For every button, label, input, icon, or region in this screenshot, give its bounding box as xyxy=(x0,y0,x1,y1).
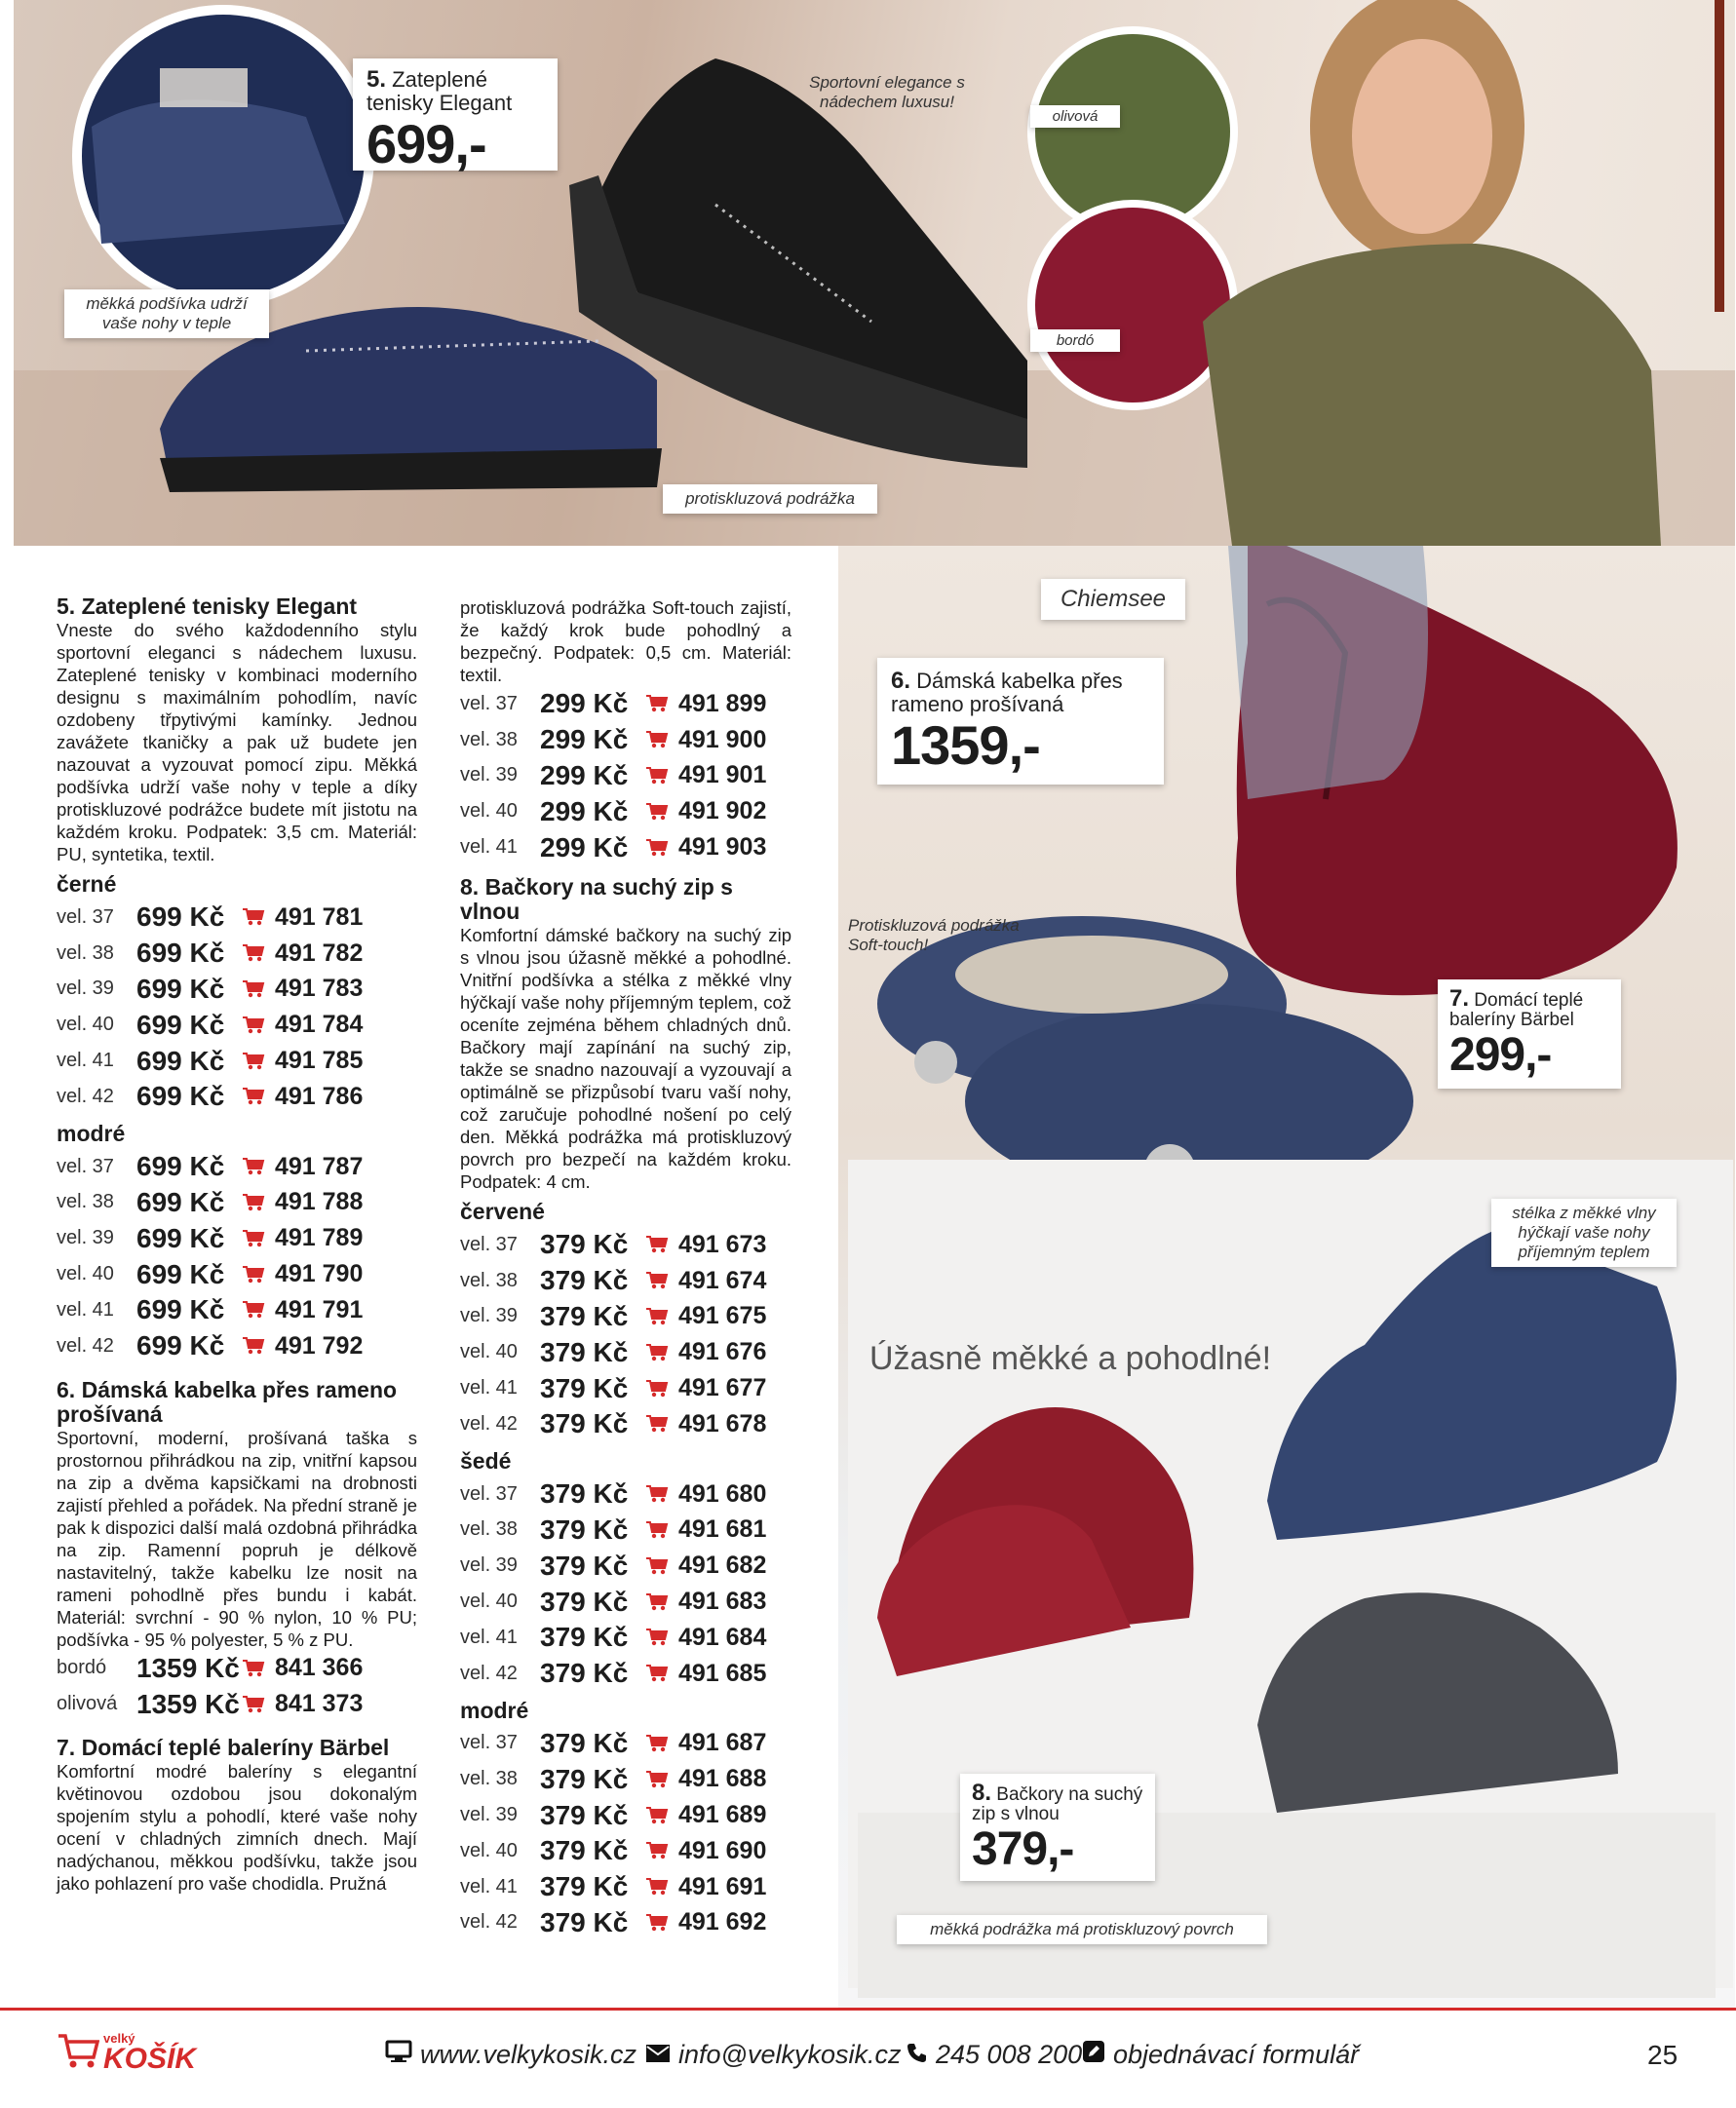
order-code: 491 902 xyxy=(678,797,767,825)
size-label: vel. 42 xyxy=(460,1911,518,1934)
item5-heading-number: 5. xyxy=(57,594,76,619)
size-label: vel. 41 xyxy=(460,1626,518,1648)
item8-description: Komfortní dámské bačkory na suchý zip s vlnou jsou úžasně měkké a pohodlné. Vnitřní podšívka a stélka z měkké vlny hýčkají vaše nohy příjemným teplem, což oceníte zejména během chladných dnů. Bačkory mají zapínání na suchý zip, takže se snadno nazouvají a vyzouvají a optimálně se přizpůsobí tvaru vaší nohy, což zaručuje pohodlné nošení po celý den. Měkká podrážka má protiskluzový povrch pro bezpečí na každém kroku. Podpatek: 4 cm. xyxy=(460,924,791,1192)
edit-form-icon xyxy=(1082,2040,1105,2070)
size-label: vel. 39 xyxy=(460,1804,518,1826)
cart-icon xyxy=(645,730,678,749)
size-label: olivová xyxy=(57,1693,118,1715)
order-row xyxy=(460,722,791,758)
price-value: 379 Kč xyxy=(540,1763,629,1794)
order-row xyxy=(57,972,417,1008)
order-row xyxy=(57,1043,417,1079)
footer-order-form[interactable] xyxy=(1082,2040,1359,2070)
order-code: 491 790 xyxy=(275,1260,364,1288)
cart-icon xyxy=(242,1336,275,1356)
callout-insole: stélka z měkké vlny hýčkají vaše nohy příjemným teplem xyxy=(1491,1199,1677,1267)
order-code: 491 782 xyxy=(275,939,364,967)
item5-description: Vneste do svého každodenního stylu sportovní eleganci s nádechem luxusu. Zateplené tenisky v kombinaci moderního designu s maximálním pohodlím, navíc ozdobeny třpytivými kamínky. Jednou zavážete tkaničky a pak už budete jen nazouvat a vyzouvat pomocí zipu. Měkká podšívka udrží vaše nohy v teple a díky protiskluzové podrážce budete mít jistotu na každém kroku. Podpatek: 3,5 cm. Materiál: PU, syntetika, textil. xyxy=(57,620,417,864)
price-value: 1359 Kč xyxy=(136,1652,240,1683)
cart-icon xyxy=(242,1659,275,1678)
item7-heading-number: 7. xyxy=(57,1735,76,1761)
callout-softtouch: Protiskluzová podrážka Soft-touch! xyxy=(848,916,1020,954)
cart-icon xyxy=(645,1913,678,1933)
cart-icon xyxy=(242,943,275,963)
price-value: 379 Kč xyxy=(540,1586,629,1617)
order-row xyxy=(57,1079,417,1115)
item7-description: Komfortní modré baleríny s elegantní květinovou ozdobou jsou dokonalým spojením stylu a pohodlí, které vaše nohy ocení v chladných zimních dnech. Mají nadýchanou, měkkou podšívku, takže jsou jako pohlazení pro vaše chodidla. Pružná xyxy=(57,1761,417,1895)
price-value: 699 Kč xyxy=(136,901,225,933)
order-row xyxy=(57,1149,417,1185)
price-value: 379 Kč xyxy=(540,1372,629,1403)
price-value: 699 Kč xyxy=(136,1009,225,1040)
column-2 xyxy=(460,596,791,1940)
cart-icon xyxy=(242,1087,275,1106)
logo-text: KOŠÍK xyxy=(103,2043,197,2075)
computer-icon xyxy=(385,2040,412,2070)
item7-variants xyxy=(460,686,791,865)
order-row xyxy=(460,1548,791,1584)
footer xyxy=(0,2008,1736,2108)
footer-email[interactable] xyxy=(645,2040,901,2070)
cart-icon xyxy=(242,1229,275,1248)
order-code: 491 688 xyxy=(678,1765,767,1793)
item8-heading xyxy=(460,875,791,924)
order-code: 491 785 xyxy=(275,1047,364,1075)
price-value: 299 Kč xyxy=(540,759,629,790)
order-code: 491 787 xyxy=(275,1152,364,1180)
size-label: vel. 42 xyxy=(57,1085,114,1107)
callout-outsole: měkká podrážka má protiskluzový povrch xyxy=(897,1915,1267,1944)
price-value: 379 Kč xyxy=(540,1478,629,1510)
item7-price-box xyxy=(1438,979,1621,1089)
item6-heading-number: 6. xyxy=(57,1376,76,1402)
order-row xyxy=(57,1292,417,1328)
price-value: 299 Kč xyxy=(540,831,629,862)
color-group-heading: modré xyxy=(57,1120,126,1146)
price-value: 379 Kč xyxy=(540,1799,629,1830)
cart-icon xyxy=(645,1520,678,1540)
cart-icon xyxy=(242,1193,275,1212)
size-label: vel. 39 xyxy=(460,1554,518,1577)
footer-phone[interactable] xyxy=(907,2040,1082,2070)
size-label: vel. 37 xyxy=(460,1482,518,1505)
cart-icon xyxy=(242,1695,275,1714)
item8-variants xyxy=(460,1199,791,1940)
order-row xyxy=(460,758,791,794)
order-code: 491 680 xyxy=(678,1479,767,1508)
phone-text: 245 008 200 xyxy=(936,2040,1083,2069)
item7-title: Domácí teplé baleríny Bärbel xyxy=(1449,990,1584,1030)
cart-icon xyxy=(645,1877,678,1897)
cart-icon xyxy=(645,1271,678,1290)
column-1 xyxy=(57,594,417,1895)
order-row xyxy=(57,1686,417,1722)
price-value: 379 Kč xyxy=(540,1622,629,1653)
order-row xyxy=(460,1761,791,1797)
order-code: 491 685 xyxy=(678,1659,767,1687)
slogan: Úžasně měkké a pohodlné! xyxy=(869,1340,1272,1377)
order-code: 491 690 xyxy=(678,1836,767,1864)
size-label: vel. 42 xyxy=(460,1412,518,1435)
order-code: 491 903 xyxy=(678,833,767,862)
cart-icon xyxy=(645,1556,678,1576)
color-group-heading: červené xyxy=(460,1198,545,1224)
model-image xyxy=(1203,0,1661,546)
item5-variants xyxy=(57,871,417,1364)
order-row xyxy=(57,1007,417,1043)
price-value: 699 Kč xyxy=(136,1045,225,1076)
size-label: vel. 40 xyxy=(460,1591,518,1613)
cart-icon xyxy=(242,1016,275,1035)
cart-icon xyxy=(645,1379,678,1399)
price-value: 1359 Kč xyxy=(136,1688,240,1719)
price-value: 379 Kč xyxy=(540,1336,629,1367)
size-label: vel. 38 xyxy=(460,1269,518,1291)
order-code: 491 784 xyxy=(275,1011,364,1039)
order-row xyxy=(460,793,791,829)
item5-number: 5. xyxy=(366,66,387,93)
cart-icon xyxy=(645,1628,678,1647)
size-label: vel. 37 xyxy=(57,1155,114,1177)
price-value: 379 Kč xyxy=(540,1550,629,1581)
price-value: 699 Kč xyxy=(136,938,225,969)
size-label: vel. 42 xyxy=(460,1662,518,1684)
order-row xyxy=(57,1651,417,1687)
cart-icon xyxy=(645,1592,678,1612)
cart-icon xyxy=(645,802,678,822)
cart-icon xyxy=(242,1052,275,1071)
cart-logo-icon xyxy=(57,2030,99,2074)
item8-heading-number: 8. xyxy=(460,873,480,900)
price-value: 379 Kč xyxy=(540,1408,629,1439)
size-label: vel. 40 xyxy=(460,1839,518,1861)
order-row xyxy=(57,1185,417,1221)
item8-number: 8. xyxy=(972,1780,992,1806)
order-code: 491 692 xyxy=(678,1908,767,1936)
color-group-heading: šedé xyxy=(460,1447,512,1474)
order-code: 491 691 xyxy=(678,1872,767,1900)
item5-title: Zateplené tenisky Elegant xyxy=(366,67,513,115)
price-value: 379 Kč xyxy=(540,1229,629,1260)
item6-variants xyxy=(57,1651,417,1723)
order-row xyxy=(460,829,791,865)
cart-icon xyxy=(645,1806,678,1825)
order-row xyxy=(460,1620,791,1656)
cart-icon xyxy=(645,766,678,786)
email-text: info@velkykosik.cz xyxy=(678,2040,902,2069)
size-label: bordó xyxy=(57,1657,107,1679)
size-label: vel. 40 xyxy=(57,1014,114,1036)
price-value: 699 Kč xyxy=(136,973,225,1004)
size-label: vel. 39 xyxy=(57,1227,114,1249)
order-code: 491 681 xyxy=(678,1515,767,1544)
item7-number: 7. xyxy=(1449,985,1470,1012)
phone-icon xyxy=(907,2040,928,2070)
size-label: vel. 41 xyxy=(57,1050,114,1072)
order-code: 491 786 xyxy=(275,1082,364,1110)
size-label: vel. 41 xyxy=(460,1377,518,1399)
size-label: vel. 37 xyxy=(460,1233,518,1255)
order-row xyxy=(460,1476,791,1513)
order-code: 491 675 xyxy=(678,1302,767,1330)
order-row xyxy=(460,1797,791,1833)
order-code: 491 781 xyxy=(275,902,364,931)
order-code: 491 683 xyxy=(678,1588,767,1616)
price-value: 299 Kč xyxy=(540,724,629,755)
logo-small-text: velký xyxy=(103,2031,135,2046)
price-value: 379 Kč xyxy=(540,1658,629,1689)
order-code: 491 792 xyxy=(275,1331,364,1360)
color-group-heading: modré xyxy=(460,1697,529,1723)
item6-number: 6. xyxy=(891,668,911,694)
brand-tag: Chiemsee xyxy=(1041,579,1185,620)
price-value: 299 Kč xyxy=(540,688,629,719)
order-row xyxy=(460,1263,791,1299)
size-label: vel. 38 xyxy=(460,728,518,750)
price-value: 699 Kč xyxy=(136,1258,225,1289)
order-row xyxy=(460,1334,791,1370)
size-label: vel. 39 xyxy=(460,1305,518,1327)
order-code: 491 900 xyxy=(678,725,767,753)
size-label: vel. 40 xyxy=(460,1341,518,1363)
item5-price: 699,- xyxy=(366,113,486,174)
price-value: 379 Kč xyxy=(540,1835,629,1866)
order-code: 491 783 xyxy=(275,975,364,1003)
cart-icon xyxy=(645,694,678,713)
item6-price: 1359,- xyxy=(891,714,1040,776)
size-label: vel. 37 xyxy=(57,905,114,928)
order-row xyxy=(57,1220,417,1256)
cart-icon xyxy=(645,1734,678,1753)
size-label: vel. 40 xyxy=(57,1263,114,1285)
size-label: vel. 39 xyxy=(460,764,518,786)
order-code: 491 901 xyxy=(678,761,767,789)
item8-price-box xyxy=(960,1774,1155,1881)
order-code: 491 678 xyxy=(678,1409,767,1437)
price-value: 699 Kč xyxy=(136,1151,225,1182)
order-code: 491 791 xyxy=(275,1295,364,1323)
cart-icon xyxy=(242,979,275,999)
item7-heading xyxy=(57,1736,417,1760)
cart-icon xyxy=(645,1414,678,1434)
logo[interactable] xyxy=(57,2030,196,2074)
item8-price: 379,- xyxy=(972,1823,1074,1875)
callout-elegance: Sportovní elegance s nádechem luxusu! xyxy=(809,73,965,111)
size-label: vel. 41 xyxy=(57,1298,114,1321)
price-value: 379 Kč xyxy=(540,1906,629,1937)
price-value: 379 Kč xyxy=(540,1871,629,1902)
order-row xyxy=(57,1256,417,1292)
item8-title: Bačkory na suchý zip s vlnou xyxy=(972,1784,1143,1824)
order-row xyxy=(460,1656,791,1692)
cart-icon xyxy=(645,838,678,858)
website-text: www.velkykosik.cz xyxy=(420,2040,637,2069)
order-code: 491 673 xyxy=(678,1230,767,1258)
order-code: 491 677 xyxy=(678,1374,767,1402)
price-value: 379 Kč xyxy=(540,1514,629,1545)
price-value: 699 Kč xyxy=(136,1330,225,1361)
order-code: 491 676 xyxy=(678,1338,767,1366)
cart-icon xyxy=(645,1841,678,1860)
cart-icon xyxy=(645,1664,678,1683)
color-bordo-label: bordó xyxy=(1030,329,1120,352)
order-code: 491 689 xyxy=(678,1801,767,1829)
item6-description: Sportovní, moderní, prošívaná taška s prostornou přihrádkou na zip, vnitřní kapsou na zip a dvěma kapsičkami na drobnosti zajistí přehled a pořádek. Na přední straně je pak k dispozici další malá ozdobná přihrádka na zip. Ramenní popruh je délkově nastavitelný, takže kabelku lze nosit na rameni pohodlně přes bundu i kabát. Materiál: svrchní - 90 % nylon, 10 % PU; podšívka - 95 % polyester, 5 % z PU. xyxy=(57,1427,417,1650)
order-row xyxy=(57,1328,417,1364)
order-code: 491 899 xyxy=(678,689,767,717)
order-code: 841 366 xyxy=(275,1654,364,1682)
price-value: 379 Kč xyxy=(540,1300,629,1331)
order-row xyxy=(460,1513,791,1549)
cart-icon xyxy=(645,1770,678,1789)
item7-price: 299,- xyxy=(1449,1029,1552,1081)
size-label: vel. 41 xyxy=(460,836,518,859)
callout-lining: měkká podšívka udrží vaše nohy v teple xyxy=(64,289,269,338)
item6-price-box xyxy=(877,658,1164,785)
cart-icon xyxy=(242,907,275,927)
cart-icon xyxy=(645,1307,678,1326)
price-value: 379 Kč xyxy=(540,1727,629,1758)
size-label: vel. 42 xyxy=(57,1334,114,1357)
item5-price-box xyxy=(353,58,558,174)
item8-heading-text: Bačkory na suchý zip s vlnou xyxy=(460,873,733,924)
price-value: 299 Kč xyxy=(540,795,629,826)
color-group-heading: černé xyxy=(57,871,117,897)
order-code: 491 684 xyxy=(678,1623,767,1651)
price-value: 699 Kč xyxy=(136,1222,225,1253)
order-code: 491 682 xyxy=(678,1552,767,1580)
color-olive-label: olivová xyxy=(1030,105,1120,128)
size-label: vel. 38 xyxy=(460,1518,518,1541)
price-value: 699 Kč xyxy=(136,1081,225,1112)
size-label: vel. 41 xyxy=(460,1875,518,1897)
order-code: 841 373 xyxy=(275,1690,364,1718)
order-row xyxy=(460,1726,791,1762)
order-row xyxy=(460,1833,791,1869)
item6-heading-text: Dámská kabelka přes rameno prošívaná xyxy=(57,1376,398,1427)
order-row xyxy=(460,1299,791,1335)
item6-heading xyxy=(57,1378,417,1427)
size-label: vel. 40 xyxy=(460,800,518,823)
size-label: vel. 39 xyxy=(57,977,114,1000)
size-label: vel. 37 xyxy=(460,692,518,714)
item7-description-cont: protiskluzová podrážka Soft-touch zajistí, že každý krok bude pohodlný a bezpečný. Podpatek: 0,5 cm. Materiál: textil. xyxy=(460,597,791,685)
price-value: 699 Kč xyxy=(136,1294,225,1325)
item7-heading-text: Domácí teplé baleríny Bärbel xyxy=(81,1735,390,1761)
cart-icon xyxy=(242,1300,275,1320)
envelope-icon xyxy=(645,2040,671,2070)
price-value: 699 Kč xyxy=(136,1186,225,1217)
order-row xyxy=(460,1905,791,1941)
order-row xyxy=(460,1584,791,1620)
size-label: vel. 38 xyxy=(57,1191,114,1213)
order-row xyxy=(57,936,417,972)
item6-title: Dámská kabelka přes rameno prošívaná xyxy=(891,669,1123,716)
order-row xyxy=(460,1370,791,1406)
order-code: 491 674 xyxy=(678,1266,767,1294)
cart-icon xyxy=(242,1157,275,1176)
order-form-text: objednávací formulář xyxy=(1113,2040,1360,2069)
cart-icon xyxy=(645,1484,678,1504)
item5-heading-text: Zateplené tenisky Elegant xyxy=(81,594,358,619)
cart-icon xyxy=(645,1235,678,1254)
order-row xyxy=(460,1869,791,1905)
page-number: 25 xyxy=(1647,2040,1678,2070)
order-row xyxy=(460,1406,791,1442)
order-code: 491 789 xyxy=(275,1224,364,1252)
footer-website[interactable] xyxy=(385,2040,637,2070)
price-value: 379 Kč xyxy=(540,1265,629,1296)
size-label: vel. 37 xyxy=(460,1732,518,1754)
size-label: vel. 38 xyxy=(460,1768,518,1790)
cart-icon xyxy=(242,1265,275,1284)
order-row xyxy=(460,686,791,722)
order-code: 491 788 xyxy=(275,1188,364,1216)
order-row xyxy=(57,900,417,936)
order-row xyxy=(460,1227,791,1263)
item5-heading xyxy=(57,594,417,619)
order-code: 491 687 xyxy=(678,1729,767,1757)
callout-sole: protiskluzová podrážka xyxy=(663,484,877,514)
cart-icon xyxy=(645,1343,678,1362)
size-label: vel. 38 xyxy=(57,941,114,964)
